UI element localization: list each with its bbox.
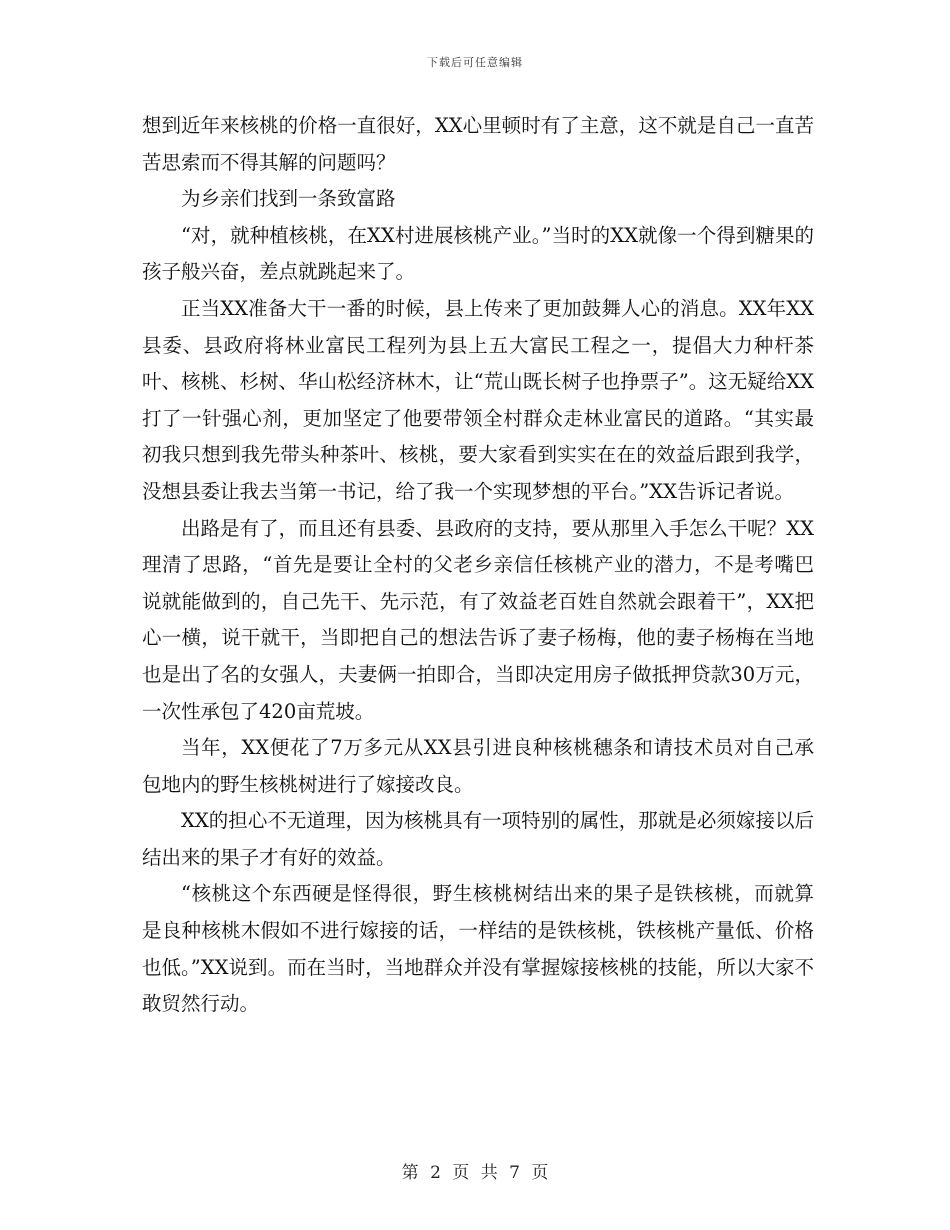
page-header-note: 下载后可任意编辑 xyxy=(427,56,523,69)
paragraph-4: 出路是有了，而且还有县委、县政府的支持，要从那里入手怎么干呢？XX理清了思路，“首先是要让全村的父老乡亲信任核桃产业的潜力，不是考嘴巴说就能做到的，自己先干、先示范，有了效益老百姓自然就会跟着干”，XX把心一横，说干就干，当即把自己的想法告诉了妻子杨梅，他的妻子杨梅在当地也是出了名的女强人，夫妻俩一拍即合，当即决定用房子做抵押贷款30万元，一次性承包了420亩荒坡。 xyxy=(142,516,814,723)
paragraph-2: “对，就种植核桃，在XX村进展核桃产业。”当时的XX就像一个得到糖果的孩子般兴奋，差点就跳起来了。 xyxy=(142,223,814,284)
paragraph-5: 当年，XX便花了7万多元从XX县引进良种核桃穗条和请技术员对自己承包地内的野生核桃树进行了嫁接改良。 xyxy=(142,736,814,796)
paragraph-7: “核桃这个东西硬是怪得很，野生核桃树结出来的果子是铁核桃，而就算是良种核桃木假如不进行嫁接的话，一样结的是铁核桃，铁核桃产量低、价格也低。”XX说到。而在当时，当地群众并没有掌握嫁接核桃的技能，所以大家不敢贸然行动。 xyxy=(142,882,814,1016)
paragraph-1: 想到近年来核桃的价格一直很好，XX心里顿时有了主意，这不就是自己一直苦苦思索而不得其解的问题吗？ xyxy=(142,114,814,174)
paragraph-3: 正当XX准备大干一番的时候，县上传来了更加鼓舞人心的消息。XX年XX县委、县政府将林业富民工程列为县上五大富民工程之一，提倡大力种杆茶叶、核桃、杉树、华山松经济林木，让“荒山既长树子也挣票子”。这无疑给XX打了一针强心剂，更加坚定了他要带领全村群众走林业富民的道路。“其实最初我只想到我先带头种茶叶、核桃，要大家看到实实在在的效益后跟到我学，没想县委让我去当第一书记，给了我一个实现梦想的平台。”XX告诉记者说。 xyxy=(142,296,814,503)
document-body xyxy=(142,108,814,1023)
paragraph-6: XX的担心不无道理，因为核桃具有一项特别的属性，那就是必须嫁接以后结出来的果子才有好的效益。 xyxy=(142,809,814,869)
section-heading: 为乡亲们找到一条致富路 xyxy=(181,187,396,211)
page-number-footer: 第 2 页 共 7 页 xyxy=(401,1163,549,1183)
